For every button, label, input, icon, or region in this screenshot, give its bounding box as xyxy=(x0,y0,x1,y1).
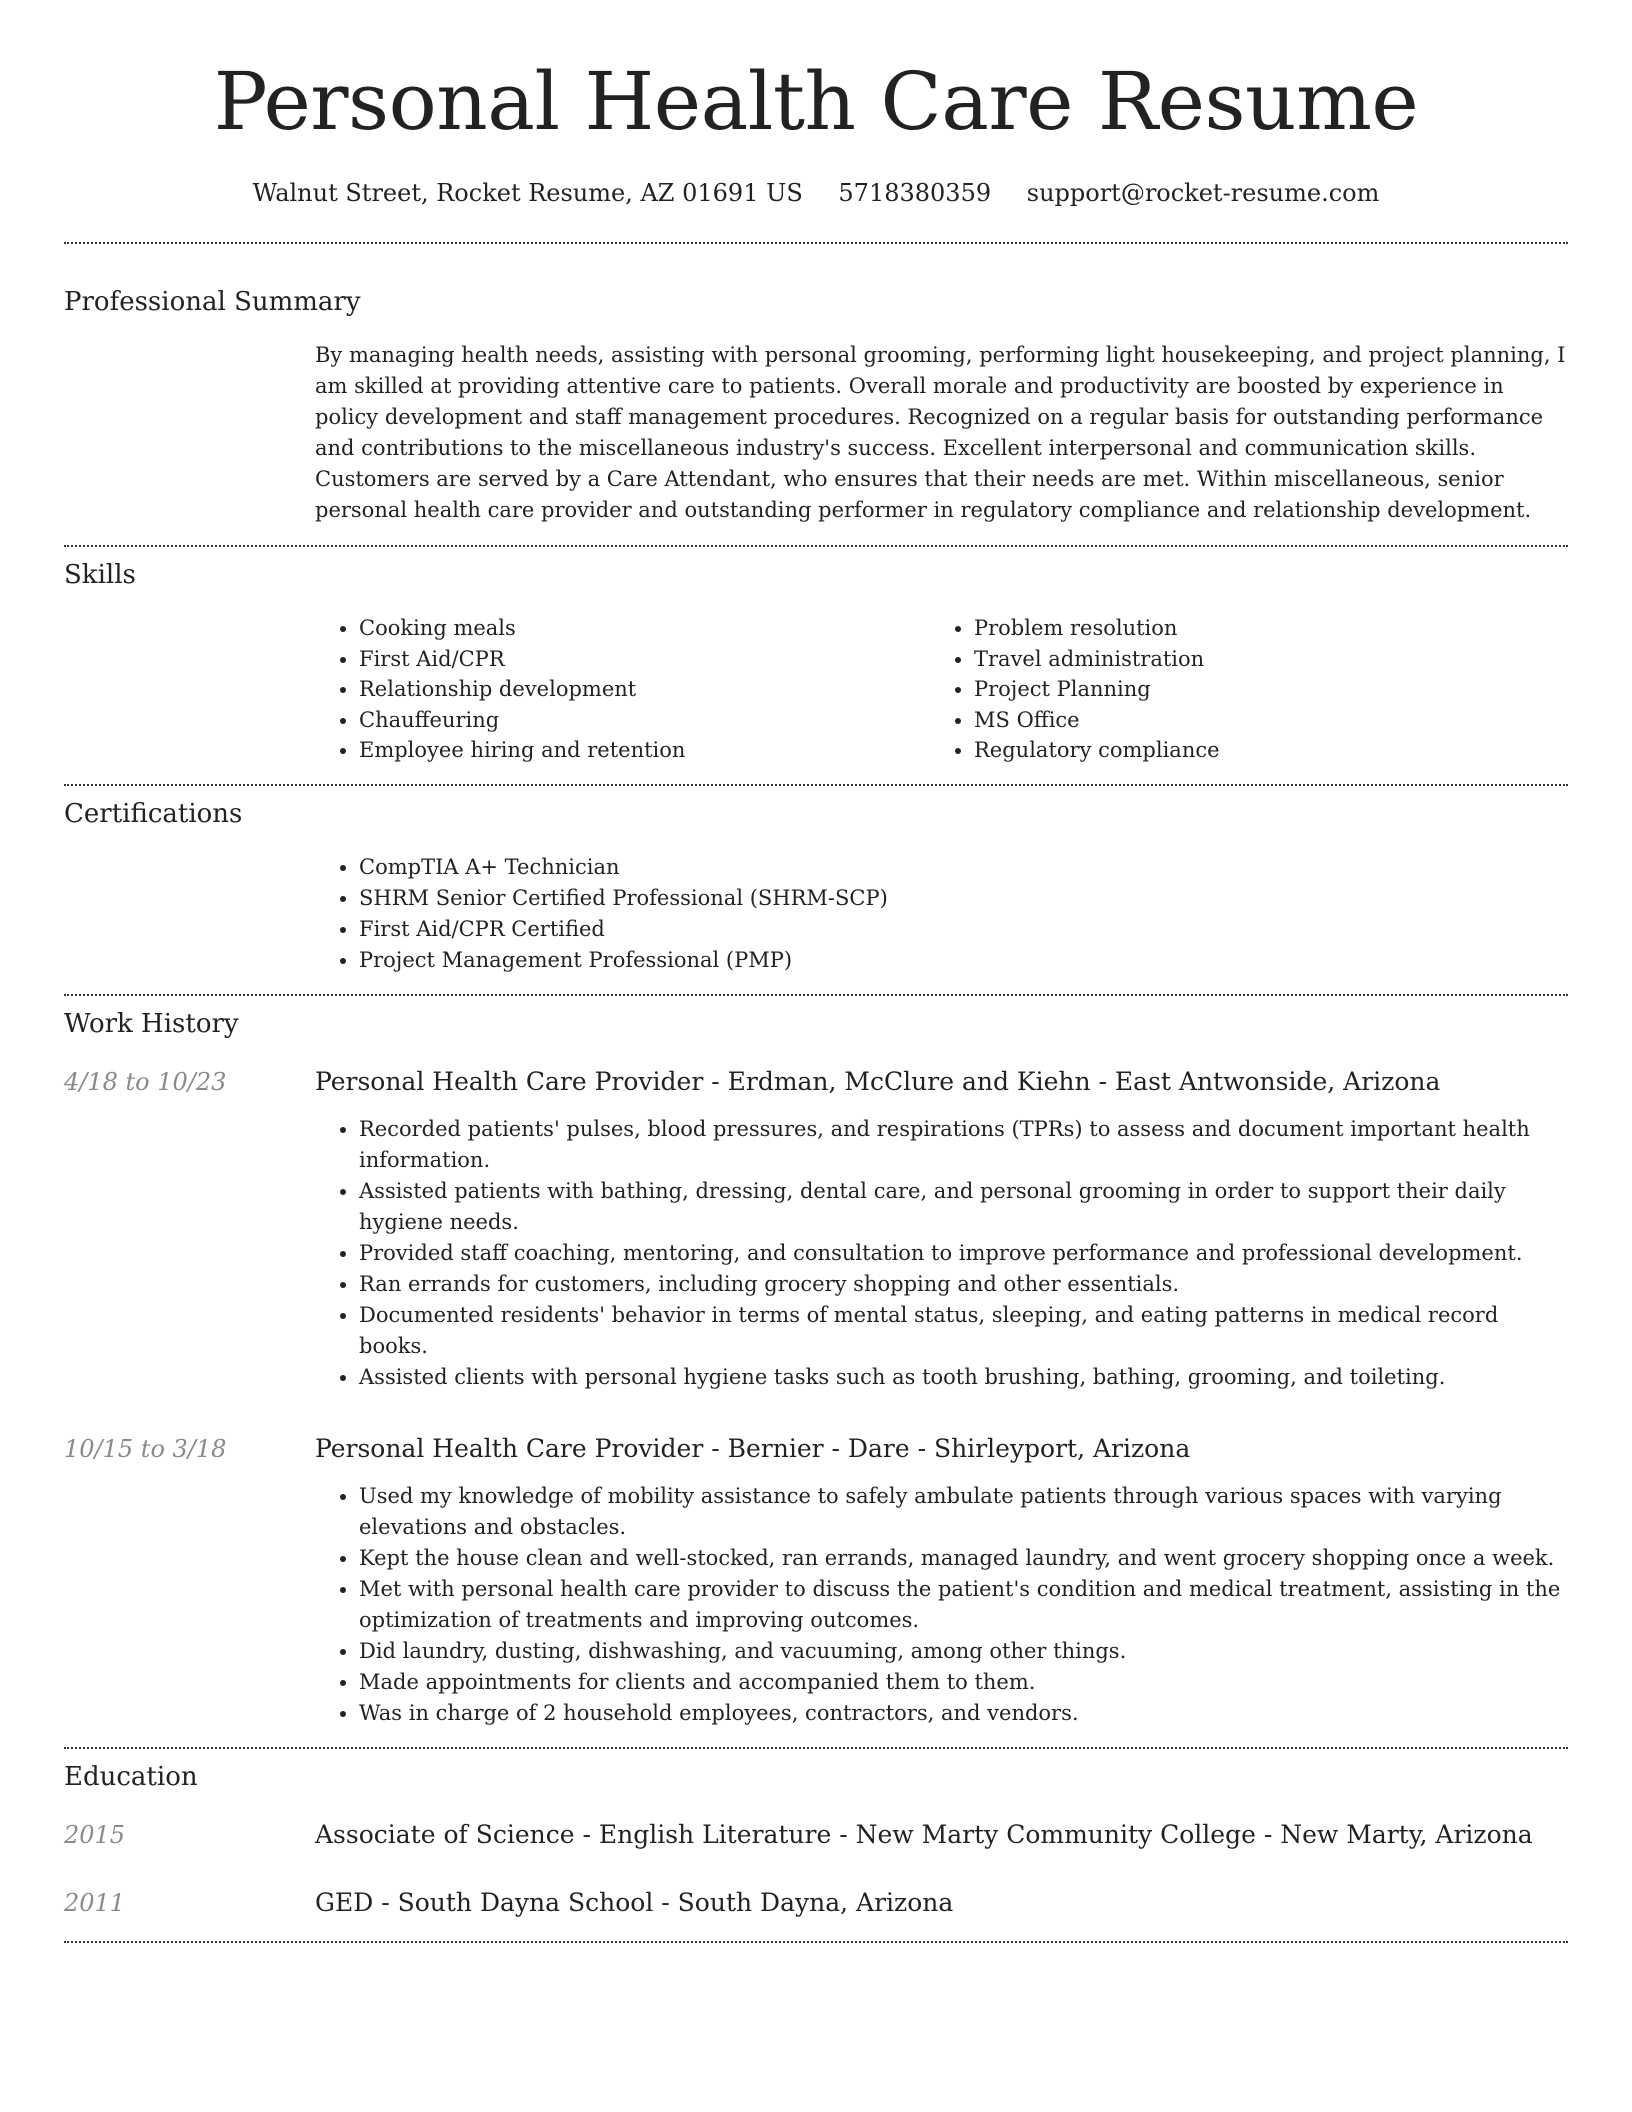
job-title: Personal Health Care Provider - Bernier - Dare - Shirleyport, Arizona xyxy=(315,1433,1191,1463)
list-item: • Ran errands for customers, including grocery shopping and other essentials. xyxy=(359,1269,1568,1300)
section-heading: Work History xyxy=(64,1008,239,1039)
job-entry xyxy=(64,1066,1568,1393)
divider xyxy=(64,784,1568,786)
job-entry xyxy=(64,1433,1568,1729)
education-year: 2015 xyxy=(64,1820,126,1849)
list-item: • Project Management Professional (PMP) xyxy=(359,945,1568,976)
divider xyxy=(64,994,1568,996)
list-item: • Did laundry, dusting, dishwashing, and vacuuming, among other things. xyxy=(359,1636,1568,1667)
skills-section xyxy=(64,559,1568,766)
list-item: • Assisted patients with bathing, dressing, dental care, and personal grooming in order to support their daily hygiene needs. xyxy=(359,1176,1568,1238)
job-header xyxy=(64,1066,1568,1098)
education-entry xyxy=(64,1887,1568,1919)
address: Walnut Street, Rocket Resume, AZ 01691 US xyxy=(252,179,803,207)
education-section xyxy=(64,1761,1568,1919)
skills-column-right xyxy=(930,613,1545,766)
section-heading: Education xyxy=(64,1761,198,1792)
certifications-section xyxy=(64,798,1568,976)
job-dates: 10/15 to 3/18 xyxy=(64,1434,227,1463)
job-bullets xyxy=(315,1114,1568,1393)
education-entry xyxy=(64,1819,1568,1851)
section-heading: Skills xyxy=(64,560,136,590)
list-item: • Cooking meals xyxy=(359,613,930,644)
list-item: • Assisted clients with personal hygiene tasks such as tooth brushing, bathing, grooming, and toileting. xyxy=(359,1362,1568,1393)
work-section xyxy=(64,1008,1568,1729)
list-item: • Documented residents' behavior in terms of mental status, sleeping, and eating patterns in medical record books. xyxy=(359,1300,1568,1362)
list-item: • SHRM Senior Certified Professional (SHRM-SCP) xyxy=(359,883,1568,914)
email: support@rocket-resume.com xyxy=(1026,179,1380,207)
list-item: • Employee hiring and retention xyxy=(359,735,930,766)
job-title: Personal Health Care Provider - Erdman, McClure and Kiehn - East Antwonside, Arizona xyxy=(315,1066,1441,1096)
skills-column-left xyxy=(315,613,930,766)
list-item: • Made appointments for clients and accompanied them to them. xyxy=(359,1667,1568,1698)
list-item: • Chauffeuring xyxy=(359,705,930,736)
skills-grid xyxy=(315,613,1568,766)
job-header xyxy=(64,1433,1568,1465)
resume-page xyxy=(64,0,1568,1943)
list-item: • Problem resolution xyxy=(974,613,1545,644)
list-item: • Recorded patients' pulses, blood pressures, and respirations (TPRs) to assess and document important health information. xyxy=(359,1114,1568,1176)
list-item: • Kept the house clean and well-stocked, ran errands, managed laundry, and went grocery shopping once a week. xyxy=(359,1543,1568,1574)
education-title: GED - South Dayna School - South Dayna, Arizona xyxy=(315,1887,954,1917)
certifications-list xyxy=(315,852,1568,976)
list-item: • Provided staff coaching, mentoring, and consultation to improve performance and professional development. xyxy=(359,1238,1568,1269)
divider xyxy=(64,545,1568,547)
resume-title: Personal Health Care Resume xyxy=(213,55,1419,148)
divider xyxy=(64,1941,1568,1943)
education-title: Associate of Science - English Literature - New Marty Community College - New Marty, Arizona xyxy=(315,1819,1533,1849)
divider xyxy=(64,242,1568,244)
divider xyxy=(64,1747,1568,1749)
list-item: • Travel administration xyxy=(974,644,1545,675)
list-item: • Regulatory compliance xyxy=(974,735,1545,766)
list-item: • Used my knowledge of mobility assistance to safely ambulate patients through various spaces with varying elevations and obstacles. xyxy=(359,1481,1568,1543)
list-item: • Was in charge of 2 household employees, contractors, and vendors. xyxy=(359,1698,1568,1729)
section-heading: Certifications xyxy=(64,798,243,829)
summary-text: By managing health needs, assisting with personal grooming, performing light housekeeping, and project planning, I am skilled at providing attentive care to patients. Overall morale and productivity are boosted by experience in policy development and staff management procedures. Recognized on a regular basis for outstanding performance and contributions to the miscellaneous industry's success. Excellent interpersonal and communication skills. Customers are served by a Care Attendant, who ensures that their needs are met. Within miscellaneous, senior personal health care provider and outstanding performer in regulatory compliance and relationship development. xyxy=(315,343,1566,522)
list-item: • Project Planning xyxy=(974,674,1545,705)
contact-line xyxy=(64,178,1568,208)
phone: 5718380359 xyxy=(838,179,992,207)
education-year: 2011 xyxy=(64,1888,126,1917)
list-item: • MS Office xyxy=(974,705,1545,736)
list-item: • Relationship development xyxy=(359,674,930,705)
job-dates: 4/18 to 10/23 xyxy=(64,1067,227,1096)
list-item: • First Aid/CPR Certified xyxy=(359,914,1568,945)
list-item: • CompTIA A+ Technician xyxy=(359,852,1568,883)
list-item: • Met with personal health care provider to discuss the patient's condition and medical treatment, assisting in the optimization of treatments and improving outcomes. xyxy=(359,1574,1568,1636)
list-item: • First Aid/CPR xyxy=(359,644,930,675)
section-heading: Professional Summary xyxy=(64,287,361,317)
job-bullets xyxy=(315,1481,1568,1729)
summary-section xyxy=(64,286,1568,526)
